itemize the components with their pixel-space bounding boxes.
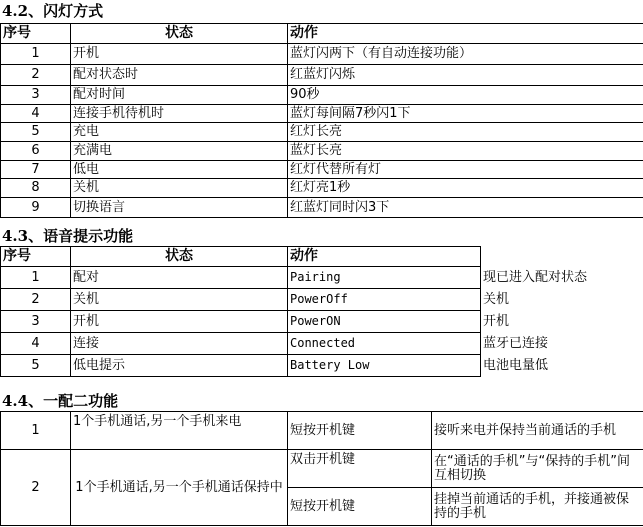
row-action: 接听来电并保持当前通话的手机 (432, 412, 643, 450)
voice-prompt-table (0, 246, 643, 377)
row-no: 1 (1, 44, 71, 65)
row-no: 7 (1, 161, 71, 179)
row-prompt-en: PowerON (288, 311, 481, 333)
section-heading-4-3: 4.3、语音提示功能 (2, 227, 134, 245)
table-row (1, 123, 643, 142)
header-state: 状态 (71, 24, 288, 44)
row-state: 1个手机通话,另一个手机通话保持中 (71, 450, 288, 526)
row-no: 8 (1, 179, 71, 198)
table-row (1, 179, 643, 198)
row-prompt-cn: 关机 (481, 289, 643, 311)
header-empty (481, 247, 643, 267)
table-header-row (1, 247, 643, 267)
table-row (1, 333, 643, 355)
table-row (1, 65, 643, 86)
table-row (1, 142, 643, 161)
header-no: 序号 (1, 247, 71, 267)
row-prompt-cn: 电池电量低 (481, 355, 643, 377)
row-state: 开机 (71, 44, 288, 65)
row-action: 蓝灯长亮 (288, 142, 643, 161)
row-action: 蓝灯闪两下（有自动连接功能） (288, 44, 643, 65)
row-prompt-cn: 现已进入配对状态 (481, 267, 643, 289)
row-state: 1个手机通话,另一个手机来电 (71, 412, 288, 450)
row-prompt-en: Connected (288, 333, 481, 355)
row-state: 连接手机待机时 (71, 105, 288, 123)
table-row (1, 161, 643, 179)
row-state: 低电 (71, 161, 288, 179)
table-row (1, 355, 643, 377)
section-heading-4-2: 4.2、闪灯方式 (2, 2, 104, 20)
row-no: 2 (1, 450, 71, 526)
row-no: 1 (1, 412, 71, 450)
row-key: 短按开机键 (288, 488, 432, 526)
row-state: 关机 (71, 179, 288, 198)
row-action: 蓝灯每间隔7秒闪1下 (288, 105, 643, 123)
row-prompt-en: Battery Low (288, 355, 481, 377)
row-prompt-en: Pairing (288, 267, 481, 289)
row-state: 切换语言 (71, 198, 288, 218)
row-prompt-cn: 蓝牙已连接 (481, 333, 643, 355)
table-header-row (1, 24, 643, 44)
row-no: 2 (1, 289, 71, 311)
header-state: 状态 (71, 247, 288, 267)
row-state: 配对 (71, 267, 288, 289)
row-action: 红蓝灯闪烁 (288, 65, 643, 86)
row-prompt-en: PowerOff (288, 289, 481, 311)
row-state: 低电提示 (71, 355, 288, 377)
row-no: 5 (1, 355, 71, 377)
row-prompt-cn: 开机 (481, 311, 643, 333)
dual-pairing-table (0, 411, 643, 526)
row-state: 开机 (71, 311, 288, 333)
table-row (1, 44, 643, 65)
row-action: 挂掉当前通话的手机，并接通被保持的手机 (432, 488, 643, 526)
row-key: 短按开机键 (288, 412, 432, 450)
table-row (1, 198, 643, 218)
row-action: 红蓝灯同时闪3下 (288, 198, 643, 218)
row-state: 配对时间 (71, 86, 288, 105)
row-no: 3 (1, 86, 71, 105)
table-row (1, 311, 643, 333)
row-state: 关机 (71, 289, 288, 311)
row-state: 充满电 (71, 142, 288, 161)
row-no: 4 (1, 105, 71, 123)
row-no: 1 (1, 267, 71, 289)
flash-mode-table (0, 23, 643, 218)
table-row (1, 412, 643, 450)
row-no: 6 (1, 142, 71, 161)
row-no: 2 (1, 65, 71, 86)
header-action: 动作 (288, 24, 643, 44)
row-no: 4 (1, 333, 71, 355)
header-action: 动作 (288, 247, 481, 267)
row-state: 配对状态时 (71, 65, 288, 86)
row-action: 红灯代替所有灯 (288, 161, 643, 179)
row-action: 红灯亮1秒 (288, 179, 643, 198)
row-no: 9 (1, 198, 71, 218)
row-state: 充电 (71, 123, 288, 142)
row-no: 5 (1, 123, 71, 142)
table-row (1, 267, 643, 289)
row-action: 90秒 (288, 86, 643, 105)
table-row (1, 289, 643, 311)
table-row (1, 86, 643, 105)
table-row (1, 450, 643, 488)
row-key: 双击开机键 (288, 450, 432, 488)
row-action: 在“通话的手机”与“保持的手机”间互相切换 (432, 450, 643, 488)
section-heading-4-4: 4.4、一配二功能 (2, 392, 119, 410)
header-no: 序号 (1, 24, 71, 44)
row-action: 红灯长亮 (288, 123, 643, 142)
row-state: 连接 (71, 333, 288, 355)
table-row (1, 105, 643, 123)
row-no: 3 (1, 311, 71, 333)
